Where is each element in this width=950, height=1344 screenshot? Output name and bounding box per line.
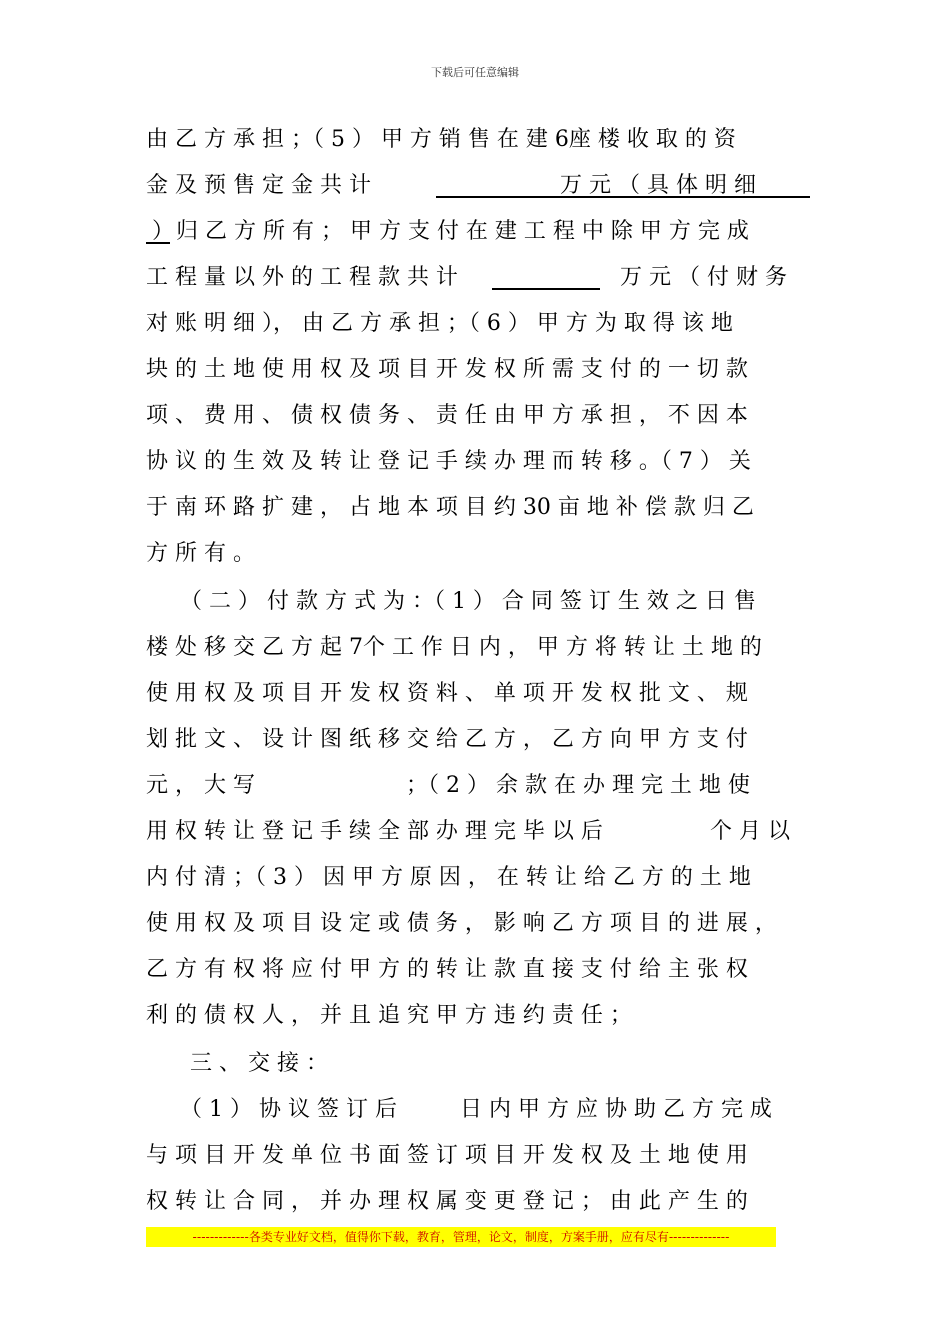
page-header: 下载后可任意编辑 bbox=[431, 66, 519, 79]
footer-banner: -------------各类专业好文档，值得你下载，教育，管理，论文，制度，方案手册，应有尽有-------------- bbox=[146, 1227, 776, 1247]
fill-blank bbox=[492, 288, 600, 290]
